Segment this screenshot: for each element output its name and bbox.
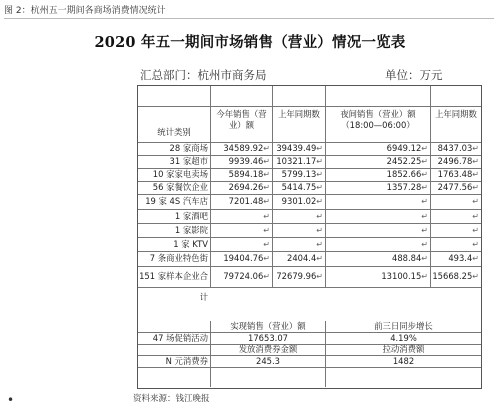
row-value-text: 1763.48: [437, 169, 473, 179]
table-row: [138, 209, 481, 224]
header-category-text: 统计类别: [157, 127, 191, 137]
coupon-value-a: 245.3: [211, 355, 326, 367]
row-value-d: [431, 194, 481, 209]
header-category: [138, 106, 211, 142]
paragraph-mark: ↵: [263, 170, 270, 179]
row-value-d: [431, 142, 481, 155]
paragraph-mark: ↵: [263, 197, 270, 206]
paragraph-mark: ↵: [472, 197, 479, 206]
row-value-b: [273, 155, 326, 168]
row-value-d: [431, 209, 481, 223]
row-value-text: 488.84: [391, 253, 422, 263]
paragraph-mark: ↵: [472, 183, 479, 192]
row-value-text: 493.4: [448, 253, 473, 263]
paragraph-mark: ↵: [472, 272, 479, 281]
table-cell: [138, 344, 211, 355]
row-value-b: [273, 223, 326, 237]
bullet-marker: •: [7, 393, 15, 407]
paragraph-mark: ↵: [316, 226, 323, 235]
row-value-c: [326, 155, 431, 168]
header-night-last-year-text: 上年同期数: [435, 109, 477, 119]
paragraph-mark: ↵: [421, 170, 428, 179]
table-row-blank-top: [138, 86, 481, 107]
row-value-text: 5414.75: [281, 182, 317, 192]
paragraph-mark: ↵: [316, 170, 323, 179]
row-value-a: [211, 209, 273, 223]
row-value-text: 13100.15: [381, 271, 422, 281]
row-label-text: 1 家影院: [174, 225, 208, 235]
row-value-c: [326, 194, 431, 209]
header-night-last-year: [431, 106, 481, 142]
row-value-text: 2404.4: [286, 253, 317, 263]
header-this-year-text: 今年销售（营业）额: [216, 109, 267, 130]
row-value-c: [326, 168, 431, 181]
row-value-text: 9301.02: [281, 196, 317, 206]
table-cell: [138, 86, 211, 106]
row-label: [138, 223, 211, 237]
table-row: [138, 155, 481, 169]
table-row-blank-bottom: [138, 367, 481, 387]
row-label: [138, 181, 211, 194]
row-value-c: [326, 142, 431, 155]
table-row: [138, 251, 481, 267]
row-value-d: [431, 237, 481, 251]
paragraph-mark: ↵: [421, 240, 428, 249]
promo-value-a: 17653.07: [211, 332, 326, 344]
row-value-d: [431, 155, 481, 168]
table-cell: [326, 86, 431, 106]
table-cell: [273, 86, 326, 106]
table-row: [138, 237, 481, 252]
paragraph-mark: ↵: [263, 212, 270, 221]
paragraph-mark: ↵: [316, 254, 323, 263]
row-value-a: [211, 181, 273, 194]
row-value-a: [211, 266, 273, 287]
table-cell: [211, 86, 273, 106]
row-label: [138, 155, 211, 168]
paragraph-mark: ↵: [421, 272, 428, 281]
header-this-year: [211, 106, 273, 142]
row-value-text: 9939.46: [228, 156, 264, 166]
row-value-b: [273, 209, 326, 223]
promo-value-b: 4.19%: [390, 333, 417, 343]
paragraph-mark: ↵: [263, 254, 270, 263]
row-label: [138, 209, 211, 223]
paragraph-mark: ↵: [263, 272, 270, 281]
row-value-c: [326, 181, 431, 194]
row-value-c: [326, 266, 431, 287]
coupon-value-b: 1482: [392, 356, 415, 366]
paragraph-mark: ↵: [421, 254, 428, 263]
row-value-b: [273, 251, 326, 266]
row-label: [138, 251, 211, 266]
table-row: [138, 168, 481, 182]
row-label-text: 56 家餐饮企业: [152, 182, 208, 192]
row-value-text: 8437.03: [437, 143, 473, 153]
row-label-text: 31 家超市: [169, 156, 208, 166]
paragraph-mark: ↵: [316, 240, 323, 249]
row-value-text: 1852.66: [386, 169, 422, 179]
paragraph-mark: ↵: [263, 144, 270, 153]
header-night-sales: [326, 106, 431, 142]
department-label: 汇总部门：杭州市商务局: [140, 68, 267, 82]
paragraph-mark: ↵: [316, 144, 323, 153]
row-value-text: 5894.18: [228, 169, 264, 179]
table-row: [138, 194, 481, 210]
row-value-b: [273, 142, 326, 155]
figure-caption: [4, 4, 494, 19]
row-label-text: 28 家商场: [169, 143, 208, 153]
row-label: [138, 237, 211, 251]
row-label-text: 1 家酒吧: [174, 211, 208, 221]
row-value-text: 5799.13: [281, 169, 317, 179]
promo-header-b: 前三日同步增长: [374, 321, 433, 331]
row-value-text: 72679.96: [276, 271, 317, 281]
header-last-year: [273, 106, 326, 142]
table-cell: [211, 367, 326, 387]
paragraph-mark: ↵: [421, 144, 428, 153]
row-value-d: [431, 266, 481, 287]
sales-table: [137, 85, 482, 389]
paragraph-mark: ↵: [316, 197, 323, 206]
row-label: [138, 168, 211, 181]
promo-header-a: 实现销售（营业）额: [211, 321, 326, 332]
paragraph-mark: ↵: [421, 226, 428, 235]
unit-label: 单位：万元: [385, 68, 443, 82]
row-value-a: [211, 142, 273, 155]
paragraph-mark: ↵: [316, 272, 323, 281]
row-label: [138, 194, 211, 209]
row-value-a: [211, 155, 273, 168]
row-value-text: 34589.92: [223, 143, 264, 153]
row-value-d: [431, 223, 481, 237]
table-cell: [431, 86, 481, 106]
row-value-text: 15668.25: [432, 271, 473, 281]
row-value-text: 6949.12: [386, 143, 422, 153]
header-night-sales-text: 夜间销售（营业）额（18:00—06:00）: [340, 109, 416, 130]
row-value-text: 2496.78: [437, 156, 473, 166]
source-note: 资料来源：钱江晚报: [133, 394, 210, 404]
row-value-text: 1357.28: [386, 182, 422, 192]
row-value-a: [211, 194, 273, 209]
paragraph-mark: ↵: [263, 157, 270, 166]
row-value-a: [211, 237, 273, 251]
paragraph-mark: ↵: [472, 157, 479, 166]
paragraph-mark: ↵: [421, 157, 428, 166]
row-label-text: 7 条商业特色街: [149, 253, 208, 263]
paragraph-mark: ↵: [263, 183, 270, 192]
row-value-a: [211, 223, 273, 237]
row-value-text: 39439.49: [276, 143, 317, 153]
row-value-a: [211, 168, 273, 181]
row-value-text: 2452.25: [386, 156, 422, 166]
row-value-b: [273, 194, 326, 209]
row-label-text: 151 家样本企业合计: [139, 271, 208, 302]
paragraph-mark: ↵: [316, 157, 323, 166]
paragraph-mark: ↵: [421, 212, 428, 221]
table-row: [138, 223, 481, 238]
coupon-label: N 元消费券: [138, 355, 211, 367]
paragraph-mark: ↵: [263, 226, 270, 235]
row-label-text: 1 家 KTV: [173, 239, 208, 249]
row-value-d: [431, 168, 481, 181]
table-row: [138, 181, 481, 195]
table-row: [138, 266, 481, 302]
row-label-text: 19 家 4S 汽车店: [145, 196, 208, 206]
row-value-c: [326, 237, 431, 251]
row-label: [138, 266, 211, 302]
row-value-a: [211, 251, 273, 266]
paragraph-mark: ↵: [472, 226, 479, 235]
paragraph-mark: ↵: [263, 240, 270, 249]
row-value-b: [273, 181, 326, 194]
paragraph-mark: ↵: [421, 197, 428, 206]
paragraph-mark: ↵: [421, 183, 428, 192]
table-cell: [326, 367, 481, 387]
table-cell: [138, 367, 211, 387]
coupon-header-a: 发放消费券金额: [211, 344, 326, 355]
row-value-text: 79724.06: [223, 271, 264, 281]
header-last-year-text: 上年同期数: [278, 109, 320, 119]
coupon-header-b: 拉动消费额: [382, 344, 425, 354]
paragraph-mark: ↵: [472, 254, 479, 263]
table-cell: [138, 321, 211, 332]
paragraph-mark: ↵: [472, 144, 479, 153]
row-label-text: 10 家家电卖场: [152, 169, 208, 179]
row-value-b: [273, 168, 326, 181]
row-label: [138, 142, 211, 155]
paragraph-mark: ↵: [472, 240, 479, 249]
paragraph-mark: ↵: [472, 212, 479, 221]
row-value-text: 7201.48: [228, 196, 264, 206]
page-title: 2020 年五一期间市场销售（营业）情况一览表: [94, 34, 406, 51]
row-value-b: [273, 237, 326, 251]
row-value-c: [326, 209, 431, 223]
figure-caption-text: 图 2：杭州五一期间各商场消费情况统计: [4, 6, 166, 16]
promo-label: 47 场促销活动: [138, 332, 211, 344]
row-value-text: 2694.26: [228, 182, 264, 192]
row-value-c: [326, 251, 431, 266]
row-value-d: [431, 251, 481, 266]
row-value-b: [273, 266, 326, 287]
row-value-text: 19404.76: [223, 253, 264, 263]
row-value-text: 10321.17: [276, 156, 317, 166]
table-header-row: [138, 106, 481, 143]
paragraph-mark: ↵: [472, 170, 479, 179]
paragraph-mark: ↵: [316, 212, 323, 221]
row-value-d: [431, 181, 481, 194]
row-value-c: [326, 223, 431, 237]
paragraph-mark: ↵: [316, 183, 323, 192]
row-value-text: 2477.56: [437, 182, 473, 192]
table-row: [138, 142, 481, 156]
